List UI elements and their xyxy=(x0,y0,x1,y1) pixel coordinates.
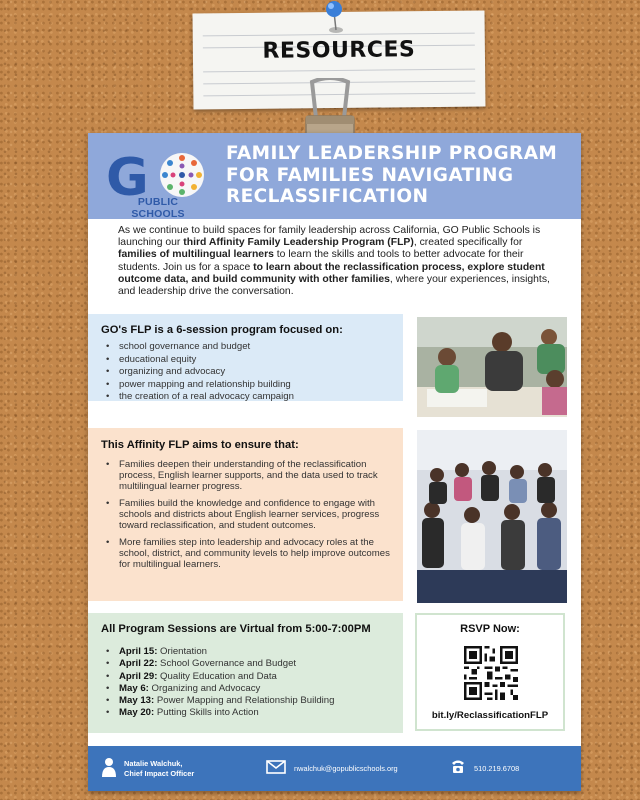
title-line: FOR FAMILIES NAVIGATING xyxy=(226,164,514,186)
flyer-header xyxy=(88,133,581,219)
list-item xyxy=(106,658,397,670)
title-line: RECLASSIFICATION xyxy=(226,186,429,207)
list-item: • school governance and budget xyxy=(106,341,397,354)
list-item xyxy=(106,646,397,658)
mail-icon xyxy=(266,760,286,774)
rsvp-title: RSVP Now: xyxy=(460,623,520,635)
list-item: • Families deepen their understanding of the reclassification process, English learner supports, and the data used to track multilingual learner progress. xyxy=(106,460,393,493)
list-item xyxy=(106,671,397,683)
list-item xyxy=(106,707,397,719)
session-topic: School Governance and Budget xyxy=(157,658,297,670)
program-box xyxy=(88,314,403,401)
family-photo-2 xyxy=(415,428,569,605)
session-topic: Putting Skills into Action xyxy=(154,707,259,719)
list-item: • More families step into leadership and advocacy roles at the school, district, and community levels to help improve outcomes for multilingual learners. xyxy=(106,538,393,571)
family-photo-1-image xyxy=(417,317,567,417)
intro-text: to learn the skills and tools to better advocate for their students. Join us for a space xyxy=(118,249,524,273)
list-item: • power mapping and relationship building xyxy=(106,379,397,392)
person-icon xyxy=(102,757,116,777)
session-date: April 15: xyxy=(119,646,158,657)
session-topic: Organizing and Advocacy xyxy=(148,682,261,694)
title-line: FAMILY LEADERSHIP PROGRAM xyxy=(226,143,558,164)
session-date: May 13: xyxy=(119,695,155,707)
contact-name: Natalie Walchuk, xyxy=(124,759,183,768)
intro-text: , created specifically for xyxy=(413,237,523,249)
session-date: May 6: xyxy=(119,682,149,694)
program-list xyxy=(106,341,397,404)
qr-code-icon[interactable] xyxy=(464,646,518,700)
phone-icon xyxy=(450,758,466,774)
aims-box xyxy=(88,428,403,601)
contact-email[interactable]: nwalchuk@gopublicschools.org xyxy=(294,764,398,773)
aims-heading: This Affinity FLP aims to ensure that: xyxy=(101,439,299,451)
sessions-box xyxy=(88,613,403,733)
intro-bold: third Affinity Family Leadership Program (FLP) xyxy=(183,237,414,249)
pushpin-icon xyxy=(321,0,347,34)
intro-text: , where your experiences, insights, and leadership drive the conversation. xyxy=(118,273,550,298)
sessions-heading: All Program Sessions are Virtual from 5:00-7:00PM xyxy=(101,623,371,635)
list-item: • educational equity xyxy=(106,354,397,367)
logo-subtitle: PUBLIC SCHOOLS xyxy=(131,196,185,220)
intro-bold: families of multilingual learners xyxy=(118,249,274,261)
family-photo-1 xyxy=(415,315,569,419)
session-topic: Quality Education and Data xyxy=(157,670,277,682)
intro-text: As we continue to build spaces for family leadership across California, GO Public Schools is launching our xyxy=(118,225,541,249)
intro-bold: to learn about the reclassification process, explore student outcome data, and build community with other families xyxy=(118,261,545,285)
list-item xyxy=(106,683,397,695)
flyer-title xyxy=(226,143,571,208)
flyer xyxy=(88,133,581,791)
session-date: April 22: xyxy=(119,658,158,670)
session-topic: Power Mapping and Relationship Building xyxy=(154,695,335,707)
aims-list xyxy=(106,460,393,578)
contact-role: Chief Impact Officer xyxy=(124,769,195,778)
rsvp-box xyxy=(415,613,565,731)
rsvp-link[interactable]: bit.ly/ReclassificationFLP xyxy=(431,710,549,721)
session-topic: Orientation xyxy=(157,646,207,657)
svg-text:G: G xyxy=(106,148,149,208)
session-date: April 29: xyxy=(119,670,158,682)
contact-name-block xyxy=(124,759,194,779)
list-item: • Families build the knowledge and confidence to engage with schools and districts about English learner services, progress toward reclassification, and student outcomes. xyxy=(106,499,393,532)
family-photo-2-image xyxy=(417,430,567,603)
intro-paragraph xyxy=(118,225,560,298)
contact-footer xyxy=(88,746,581,791)
sessions-list xyxy=(106,646,397,720)
note-title: RESOURCES xyxy=(262,37,416,64)
program-heading: GO's FLP is a 6-session program focused on: xyxy=(101,324,343,336)
session-date: May 20: xyxy=(119,707,155,719)
list-item xyxy=(106,695,397,707)
list-item: • organizing and advocacy xyxy=(106,366,397,379)
list-item: • the creation of a real advocacy campaign xyxy=(106,391,397,404)
note-rule xyxy=(203,69,475,73)
contact-phone[interactable]: 510.219.6708 xyxy=(474,764,520,773)
